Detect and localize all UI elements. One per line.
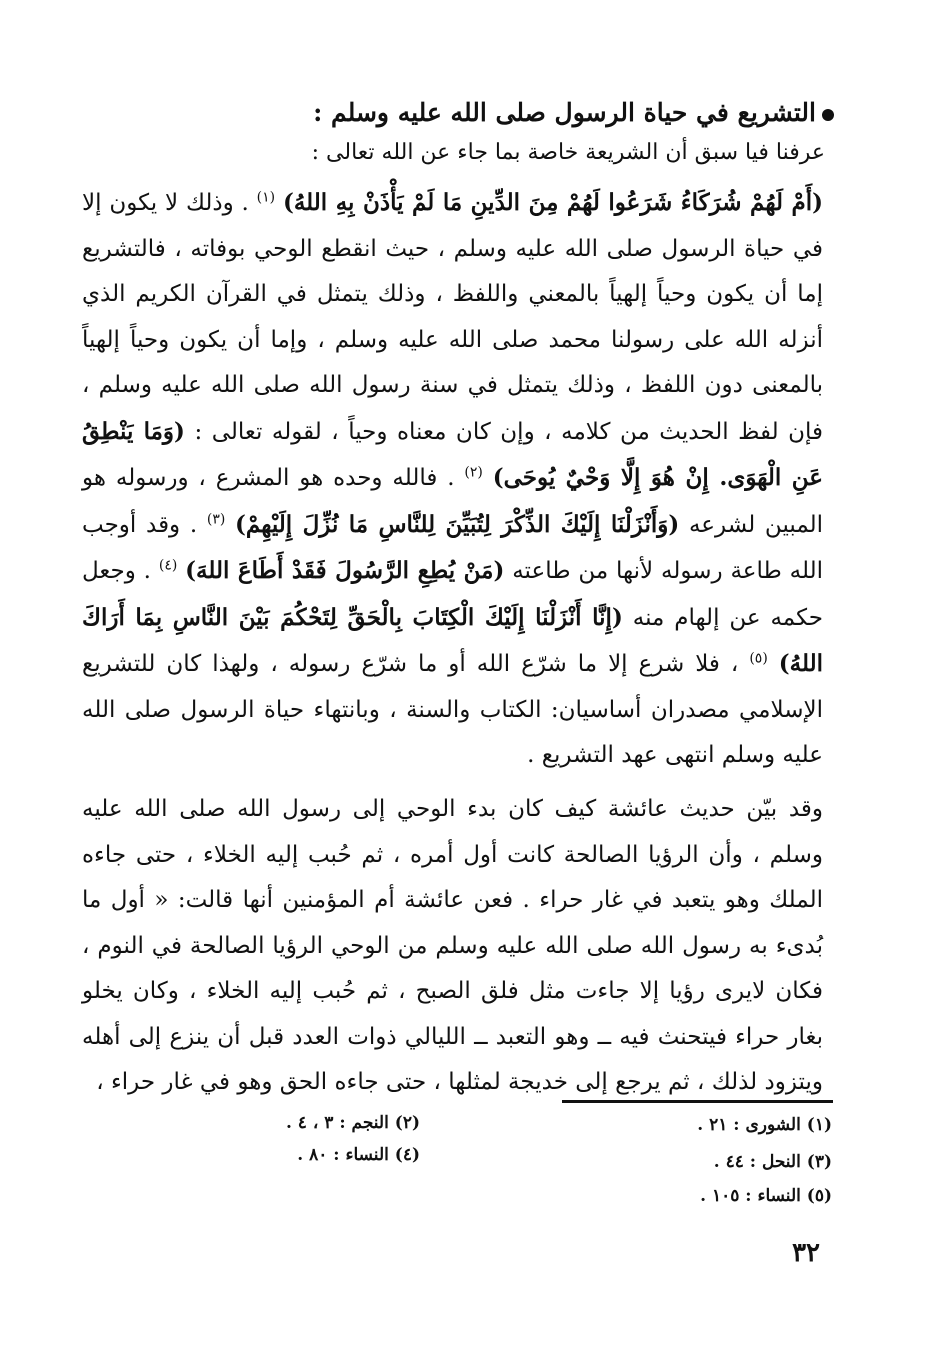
footnote-2: (٢) النجم : ٣ ، ٤ .	[285, 1113, 420, 1133]
paragraph-text: ، فلا شرع إلا ما شرّع الله أو ما شرّع رسوله ، ولهذا كان للتشريع الإسلامي مصدران أساسيان: الكتاب والسنة ، وبانتهاء حياة الرسول صلى الله عليه وسلم انتهى عهد التشريع .	[82, 651, 823, 768]
quran-verse-5: (إِنَّا أَنْزَلْنَا إِلَيْكَ الْكِتَابَ بِالْحَقِّ لِتَحْكُمَ بَيْنَ النَّاسِ بِمَا أَرَاكَ اللهُ)	[82, 603, 824, 677]
bullet-icon	[822, 109, 834, 121]
footnote-4: (٤) النساء : ٨٠ .	[297, 1145, 420, 1165]
footnote-ref-4: (٤)	[158, 557, 178, 574]
footnote-1: (١) الشورى : ٢١ .	[697, 1115, 832, 1135]
footnote-divider	[562, 1100, 833, 1103]
paragraph-text: . وجعل حكمه عن إلهام منه	[82, 558, 824, 631]
quran-verse-2: (وَمَا يَنْطِقُ عَنِ الْهَوَى. إِنْ هُوَ إِلَّا وَحْيٌ يُوحَى)	[82, 417, 824, 491]
paragraph-text: . وذلك لا يكون إلا في حياة الرسول صلى الله عليه وسلم ، حيث انقطع الوحي بوفاته ، فالتشريع إما أن يكون وحياً إلهياً بالمعني واللفظ ، وذلك يتمثل في القرآن الكريم الذي أنزله الله على رسولنا محمد صلى الله عليه وسلم ، وإما أن يكون وحياً إلهياً بالمعنى دون اللفظ ، وذلك يتمثل في سنة رسول الله صلى الله عليه وسلم ، فإن لفظ الحديث من كلامه ، وإن كان معناه وحياً ، لقوله تعالى :	[82, 190, 823, 445]
paragraph-1	[82, 180, 823, 779]
quran-verse-1: (أَمْ لَهُمْ شُرَكَاءُ شَرَعُوا لَهُمْ مِنَ الدِّينِ مَا لَمْ يَأْذَنْ بِهِ اللهُ)	[282, 189, 824, 216]
footnote-ref-5: (٥)	[749, 650, 768, 667]
footnote-5: (٥) النساء : ١٠٥ .	[700, 1186, 832, 1206]
quran-verse-4: (مَنْ يُطِعِ الرَّسُولَ فَقَدْ أَطَاعَ اللهَ)	[185, 557, 505, 584]
footnote-ref-3: (٣)	[206, 510, 226, 527]
quran-verse-3: (وَأَنْزَلْنَا إِلَيْكَ الذِّكْرَ لِتُبَيِّنَ لِلنَّاسِ مَا نُزِّلَ إِلَيْهِمْ)	[235, 510, 680, 538]
paragraph-text: . فالله وحده هو المشرع ، ورسوله هو المبين لشرعه	[82, 465, 824, 538]
footnote-ref-2: (٢)	[464, 464, 483, 481]
page-number: ٣٢	[792, 1238, 820, 1268]
footnote-ref-1: (١)	[256, 189, 276, 206]
footnote-3: (٣) النحل : ٤٤ .	[713, 1152, 832, 1172]
paragraph-2: وقد بيّن حديث عائشة كيف كان بدء الوحي إلى رسول الله صلى الله عليه وسلم ، وأن الرؤيا الصالحة كانت أول أمره ، ثم حُبب إليه الخلاء ، حتى جاءه الملك وهو يتعبد في غار حراء . فعن عائشة أم المؤمنين أنها قالت: « أول ما بُدىء به رسول الله صلى الله عليه وسلم من الوحي الرؤيا الصالحة في النوم ، فكان لايرى رؤيا إلا جاءت مثل فلق الصبح ، ثم حُبب إليه الخلاء ، وكان يخلو بغار حراء فيتحنث فيه ــ وهو التعبد ــ الليالي ذوات العدد قبل أن ينزع إلى أهله ويتزود لذلك ، ثم يرجع إلى خديجة لمثلها ، حتى جاءه الحق وهو في غار حراء ،	[82, 796, 823, 1095]
heading-text: التشريع في حياة الرسول صلى الله عليه وسلم :	[313, 98, 816, 127]
intro-line: عرفنا فيا سبق أن الشريعة خاصة بما جاء عن الله تعالى :	[311, 140, 825, 165]
paragraph-text: . وقد أوجب الله طاعة رسوله لأنها من طاعته	[82, 511, 823, 584]
section-heading	[90, 93, 834, 133]
